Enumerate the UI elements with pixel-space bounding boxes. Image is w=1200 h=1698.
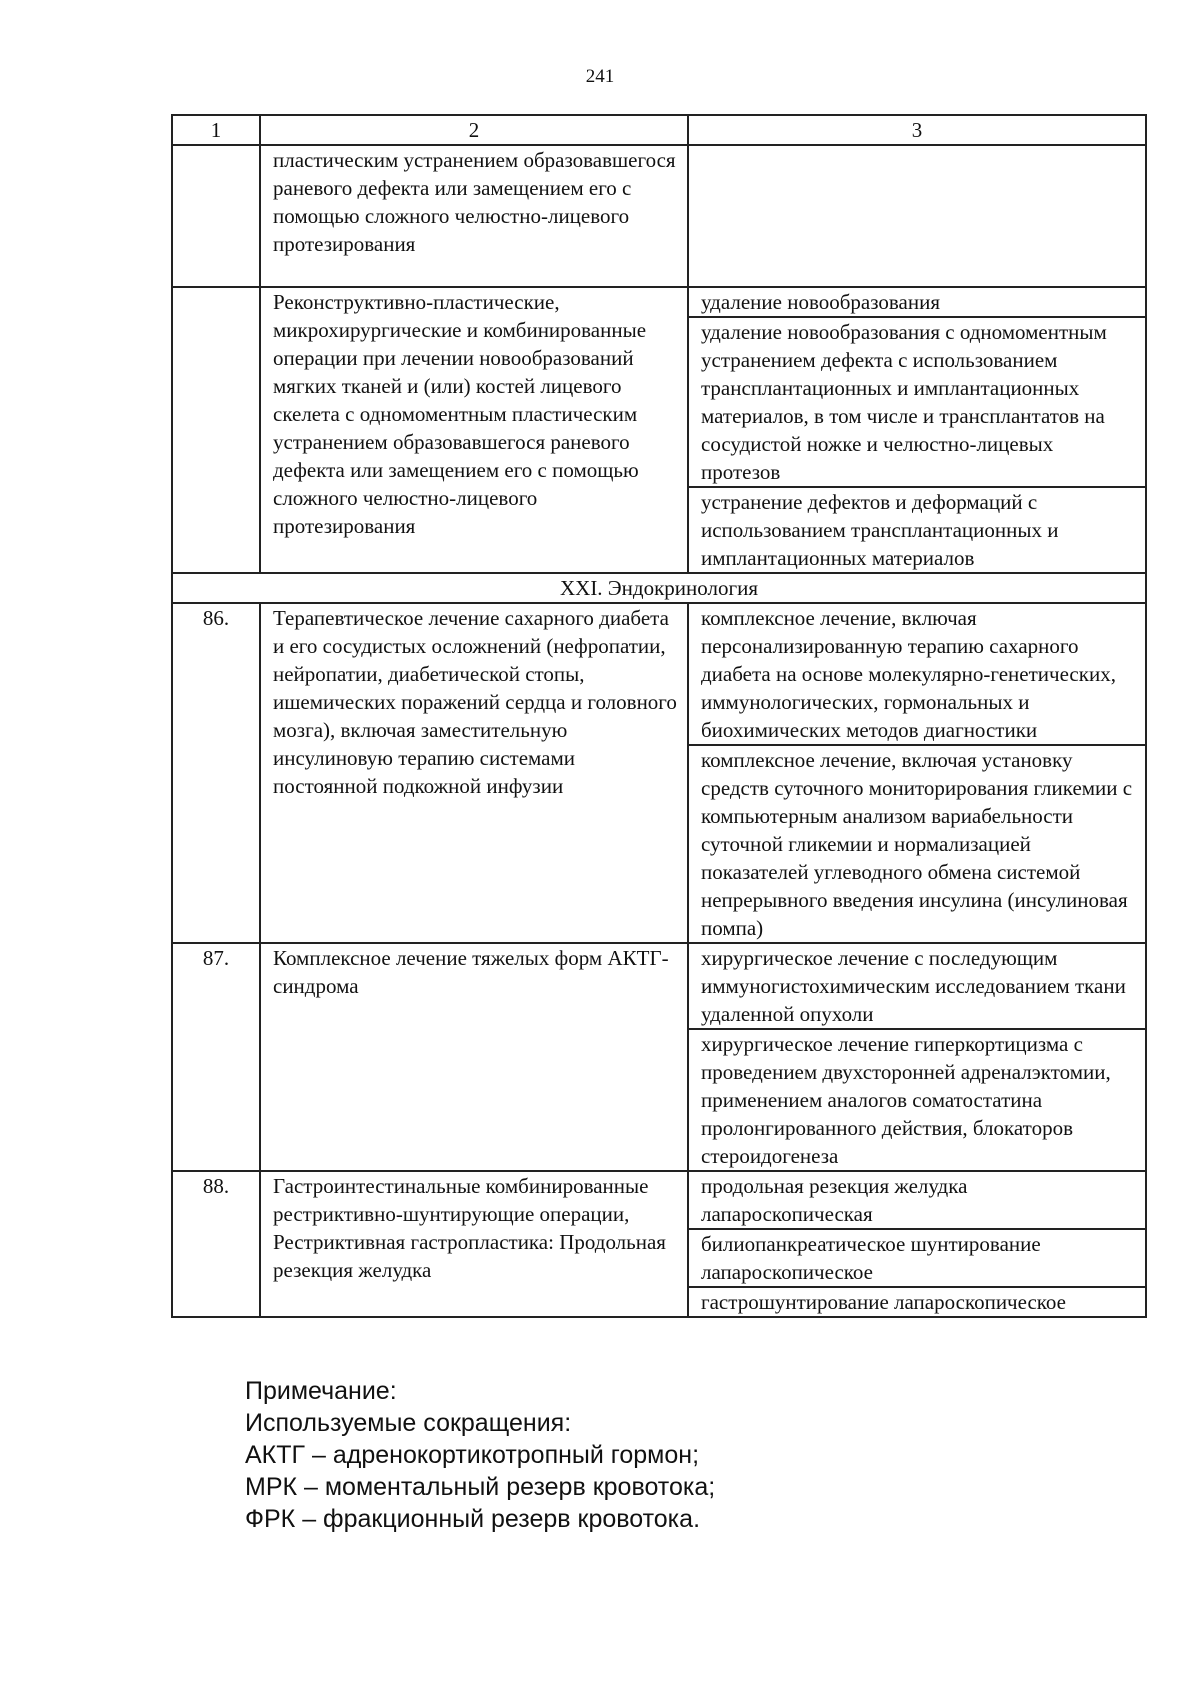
table-row bbox=[172, 1171, 1146, 1317]
table-row bbox=[172, 603, 1146, 943]
treatment-method-empty bbox=[689, 146, 1145, 286]
treatment-method: комплексное лечение, включая персонализированную терапию сахарного диабета на основе молекулярно-генетических, иммунологических, гормональных и биохимических методов диагностики bbox=[689, 604, 1145, 746]
section-row bbox=[172, 573, 1146, 603]
row-number bbox=[172, 287, 260, 573]
note-block bbox=[245, 1375, 715, 1535]
abbreviation-frk: ФРК – фракционный резерв кровотока. bbox=[245, 1505, 701, 1533]
column-header-3: 3 bbox=[688, 115, 1146, 145]
column-header-1: 1 bbox=[172, 115, 260, 145]
service-name: пластическим устранением образовавшегося раневого дефекта или замещением его с помощью сложного челюстно-лицевого протезирования bbox=[260, 145, 688, 287]
row-number: 88. bbox=[172, 1171, 260, 1317]
treatment-methods bbox=[688, 145, 1146, 287]
service-name: Реконструктивно-пластические, микрохирургические и комбинированные операции при лечении новообразований мягких тканей и (или) костей лицевого скелета с одномоментным пластическим устранением образовавшегося раневого дефекта или замещением его с помощью сложного челюстно-лицевого протезирования bbox=[260, 287, 688, 573]
treatment-method: комплексное лечение, включая установку средств суточного мониторирования гликемии с компьютерным анализом вариабельности суточной гликемии и нормализацией показателей углеводного обмена системой непрерывного введения инсулина (инсулиновая помпа) bbox=[701, 748, 1133, 940]
section-title: XXI. Эндокринология bbox=[172, 573, 1146, 603]
row-number: 86. bbox=[172, 603, 260, 943]
table-row bbox=[172, 943, 1146, 1171]
note-title: Примечание: bbox=[245, 1377, 397, 1405]
treatment-method: устранение дефектов и деформаций с использованием трансплантационных и имплантационных материалов bbox=[701, 490, 1059, 570]
services-table bbox=[171, 114, 1147, 1318]
treatment-method: гастрошунтирование лапароскопическое bbox=[701, 1290, 1066, 1314]
abbreviation-aktg: АКТГ – адренокортикотропный гормон; bbox=[245, 1441, 700, 1469]
service-name: Гастроинтестинальные комбинированные рестриктивно-шунтирующие операции, Рестриктивная гастропластика: Продольная резекция желудка bbox=[260, 1171, 688, 1317]
table-header-row bbox=[172, 115, 1146, 145]
note-subtitle: Используемые сокращения: bbox=[245, 1409, 572, 1437]
row-number: 87. bbox=[172, 943, 260, 1171]
treatment-methods bbox=[688, 603, 1146, 943]
treatment-methods bbox=[688, 287, 1146, 573]
service-name: Терапевтическое лечение сахарного диабета и его сосудистых осложнений (нефропатии, нейропатии, диабетической стопы, ишемических поражений сердца и головного мозга), включая заместительную инсулиновую терапию системами постоянной подкожной инфузии bbox=[260, 603, 688, 943]
treatment-methods bbox=[688, 1171, 1146, 1317]
treatment-method: продольная резекция желудка лапароскопическая bbox=[689, 1172, 1145, 1230]
treatment-method: билиопанкреатическое шунтирование лапароскопическое bbox=[689, 1230, 1145, 1288]
treatment-method: хирургическое лечение гиперкортицизма с проведением двухсторонней адреналэктомии, применением аналогов соматостатина пролонгированного действия, блокаторов стероидогенеза bbox=[701, 1032, 1111, 1168]
service-name: Комплексное лечение тяжелых форм АКТГ-синдрома bbox=[260, 943, 688, 1171]
treatment-method: хирургическое лечение с последующим иммуногистохимическим исследованием ткани удаленной опухоли bbox=[689, 944, 1145, 1030]
row-number bbox=[172, 145, 260, 287]
treatment-method: удаление новообразования bbox=[689, 288, 1145, 318]
treatment-methods bbox=[688, 943, 1146, 1171]
abbreviation-mrk: МРК – моментальный резерв кровотока; bbox=[245, 1473, 716, 1501]
treatment-method: удаление новообразования с одномоментным устранением дефекта с использованием трансплантационных и имплантационных материалов, в том числе и трансплантатов на сосудистой ножке и челюстно-лицевых протезов bbox=[689, 318, 1145, 488]
table-row bbox=[172, 287, 1146, 573]
table-row bbox=[172, 145, 1146, 287]
table-body bbox=[172, 115, 1146, 1317]
page-number: 241 bbox=[585, 66, 615, 87]
column-header-2: 2 bbox=[260, 115, 688, 145]
